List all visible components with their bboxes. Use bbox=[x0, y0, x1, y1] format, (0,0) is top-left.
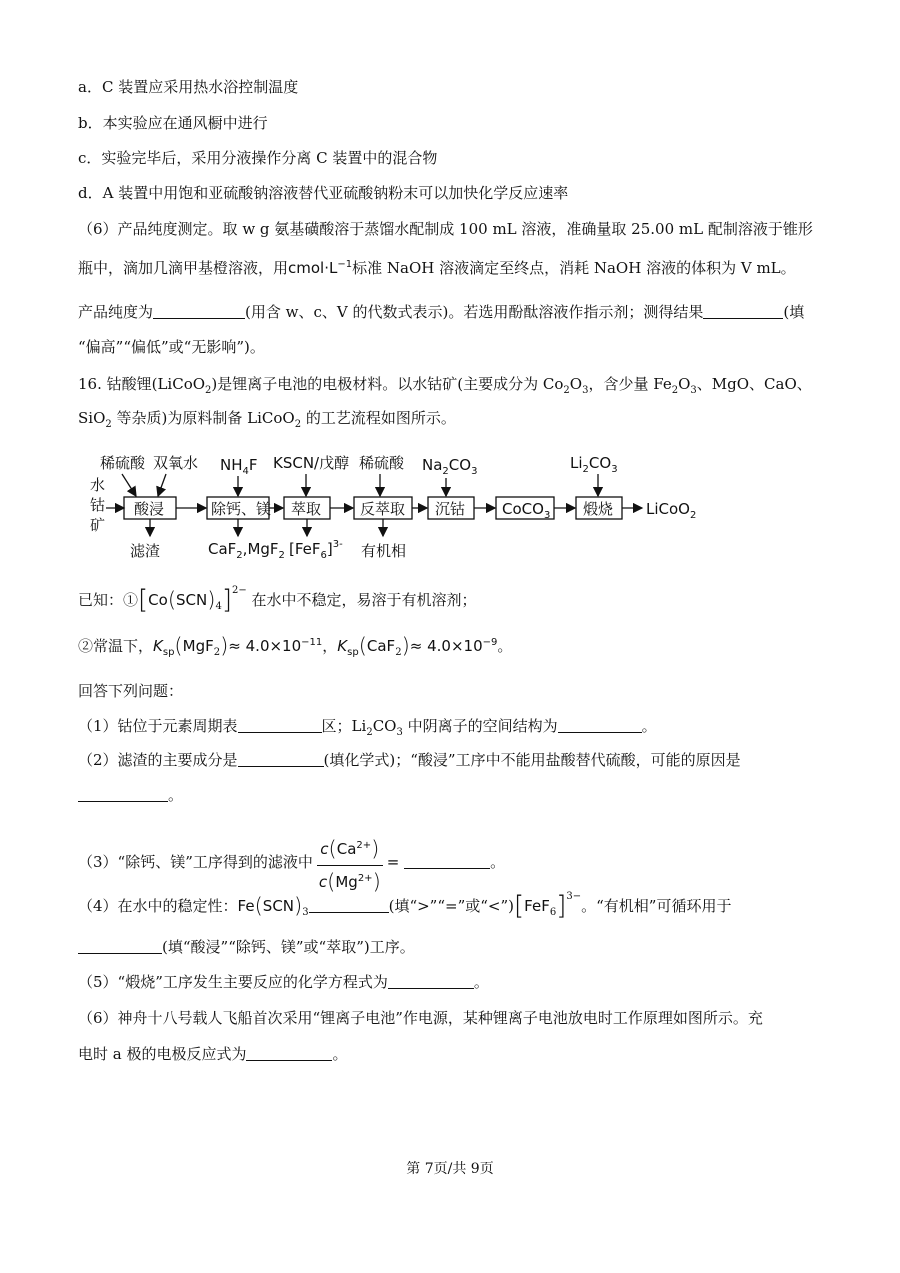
process-flow-diagram bbox=[78, 448, 718, 568]
step-back-extraction: 反萃取 bbox=[360, 500, 406, 518]
step-acid-leach: 酸浸 bbox=[134, 500, 165, 518]
known-item-1: 已知：$①[Co(SCN)_4]^{2-}$ 在水中不稳定，易溶于有机溶剂； bbox=[78, 585, 477, 615]
page-footer: 第 7页/共 9页 bbox=[406, 1161, 494, 1177]
answer-blank[interactable] bbox=[238, 751, 324, 767]
option-d: d．A 装置中用饱和亚硫酸钠溶液替代亚硫酸钠粉末可以加快化学反应速率 bbox=[78, 184, 569, 202]
subquestion-2-cont: 。 bbox=[78, 785, 183, 805]
answer-blank[interactable] bbox=[558, 717, 642, 733]
known-item-2: ②常温下，$K_{sp}(MgF_2)\approx 4.0\times 10^{-11}$，$K_{sp}(CaF_2)\approx 4.0\times 10^{-9}$。 bbox=[78, 634, 513, 658]
option-a: a．C 装置应采用热水浴控制温度 bbox=[78, 78, 299, 96]
subquestion-6-line2: 电时 a 极的电极反应式为 。 bbox=[78, 1045, 348, 1063]
step-remove-ca-mg: 除钙、镁 bbox=[211, 500, 272, 518]
answer-blank[interactable] bbox=[246, 1045, 332, 1061]
subquestion-2: （2）滤渣的主要成分是 (填化学式)；“酸浸”工序中不能用盐酸替代硫酸，可能的原因是 bbox=[78, 751, 741, 769]
answer-blank[interactable] bbox=[388, 973, 474, 989]
feed-char-2: 钴 bbox=[90, 496, 106, 514]
reagent-dilute-sulfuric-acid: 稀硫酸 bbox=[100, 454, 146, 472]
product-licoo2: LiCoO$_2$ bbox=[646, 500, 697, 521]
q6-line3: 产品纯度为 (用含 w、c、V 的代数式表示)。若选用酚酞溶液作指示剂；测得结果 (填 bbox=[78, 303, 805, 321]
subquestion-3: （3）“除钙、镁”工序得到的滤液中 $\frac{c(Ca^{2+})}{c(Mg^{2+})}$ = 。 bbox=[78, 837, 506, 894]
step-extraction: 萃取 bbox=[291, 500, 322, 518]
output-organic-phase: 有机相 bbox=[361, 542, 407, 560]
q16-line1: 16. 钴酸锂(LiCoO$_2$)是锂离子电池的电极材料。以水钴矿(主要成分为 $Co_2O_3$，含少量 $Fe_2O_3$、MgO、CaO、 bbox=[78, 375, 812, 396]
subquestion-4-cont: (填“酸浸”“除钙、镁”或“萃取”)工序。 bbox=[78, 937, 415, 957]
answer-blank[interactable] bbox=[78, 786, 168, 802]
output-fef6: $[FeF_6]^{3-}$ bbox=[289, 539, 343, 561]
subquestion-6-line1: （6）神舟十八号载人飞船首次采用“锂离子电池”作电源，某种锂离子电池放电时工作原理如图所示。充 bbox=[78, 1009, 763, 1027]
option-b: b．本实验应在通风橱中进行 bbox=[78, 114, 268, 132]
concentration-ratio: $\frac{c(Ca^{2+})}{c(Mg^{2+})}$ bbox=[318, 837, 381, 894]
answer-blank[interactable] bbox=[703, 303, 783, 319]
option-c: c．实验完毕后，采用分液操作分离 C 装置中的混合物 bbox=[78, 149, 438, 167]
q6-line1: （6）产品纯度测定。取 w g 氨基磺酸溶于蒸馏水配制成 100 mL 溶液，准确量取 25.00 mL 配制溶液于锥形 bbox=[78, 220, 813, 238]
answer-blank[interactable] bbox=[238, 717, 322, 733]
step-precipitate-cobalt: 沉钴 bbox=[435, 500, 466, 518]
subquestion-4: （4）在水中的稳定性：$Fe(SCN)_3$ (填“>”“=”或“$<”)[FeF_6]^{3-}$。“有机相”可循环用于 bbox=[78, 891, 732, 921]
answer-blank[interactable] bbox=[78, 938, 162, 954]
answer-intro: 回答下列问题： bbox=[78, 682, 184, 700]
q6-line2: 瓶中，滴加几滴甲基橙溶液，用$cmol\cdot L^{-1}$标准 NaOH 溶液滴定至终点，消耗 NaOH 溶液的体积为 V mL。 bbox=[78, 259, 796, 277]
q16-line2: SiO$_2$ 等杂质)为原料制备 LiCoO$_2$ 的工艺流程如图所示。 bbox=[78, 409, 456, 430]
intermediate-coco3: CoCO$_3$ bbox=[502, 500, 551, 521]
answer-blank[interactable] bbox=[309, 897, 389, 913]
q6-line4: “偏高”“偏低”或“无影响”)。 bbox=[78, 338, 265, 356]
answer-blank[interactable] bbox=[153, 303, 245, 319]
reagent-nh4f: $NH_4F$ bbox=[220, 456, 258, 477]
reagent-hydrogen-peroxide: 双氧水 bbox=[153, 454, 199, 472]
step-calcination: 煅烧 bbox=[583, 500, 614, 518]
reagent-na2co3: $Na_2CO_3$ bbox=[422, 456, 478, 477]
concentration-unit: $cmol\cdot L^{-1}$ bbox=[288, 259, 353, 277]
reagent-li2co3: $Li_2CO_3$ bbox=[570, 454, 618, 475]
output-caf2-mgf2: CaF$_2$,MgF$_2$ bbox=[208, 540, 285, 561]
reagent-dilute-sulfuric-acid-2: 稀硫酸 bbox=[359, 454, 405, 472]
reagent-kscn-pentanol: KSCN/戊醇 bbox=[273, 454, 350, 472]
subquestion-5: （5）“煅烧”工序发生主要反应的化学方程式为 。 bbox=[78, 973, 489, 991]
output-filter-residue: 滤渣 bbox=[130, 542, 161, 560]
feed-char-3: 矿 bbox=[90, 516, 106, 534]
subquestion-1: （1）钴位于元素周期表 区；$Li_2CO_3$ 中阴离子的空间结构为 。 bbox=[78, 717, 657, 738]
feed-char-1: 水 bbox=[90, 476, 106, 494]
answer-blank[interactable] bbox=[404, 853, 490, 869]
